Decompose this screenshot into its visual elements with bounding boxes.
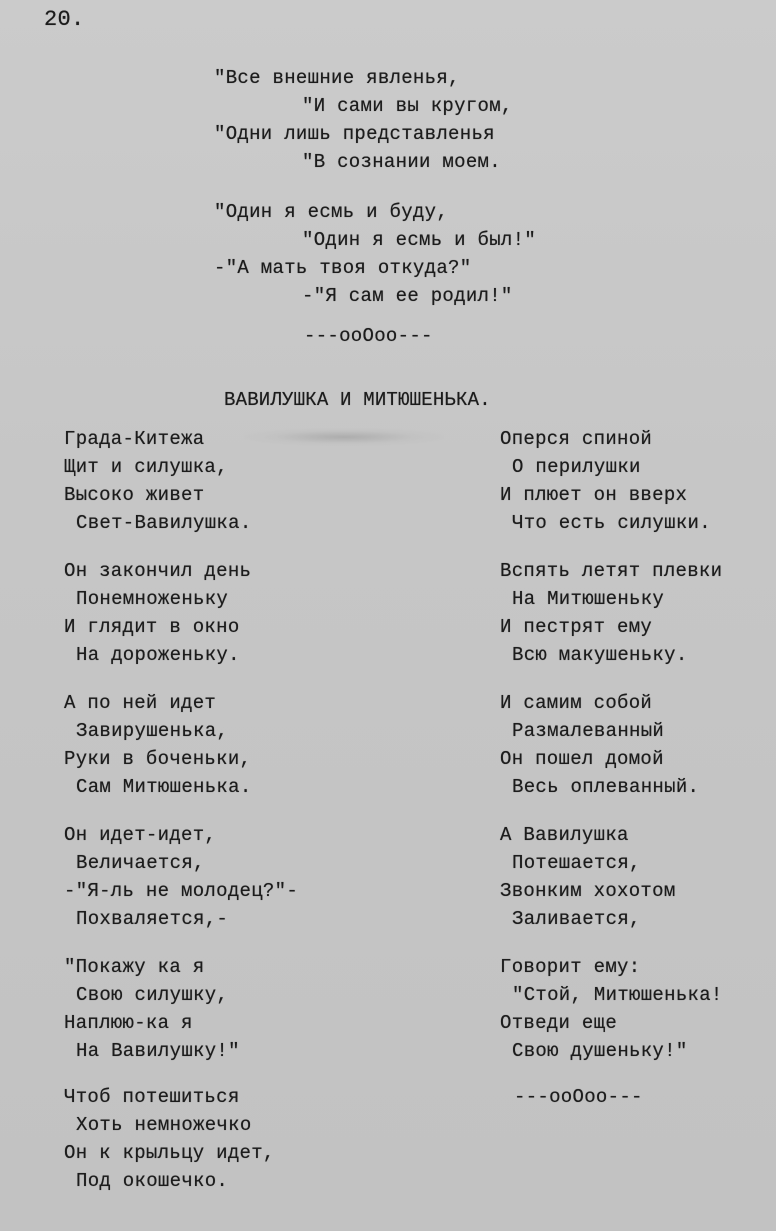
verse-line: Он идет-идет,: [64, 824, 217, 846]
verse-line: На дороженьку.: [76, 644, 240, 666]
poem1-line: -"А мать твоя откуда?": [214, 257, 472, 279]
verse-line: Он закончил день: [64, 560, 252, 582]
verse-line: Свою душеньку!": [512, 1040, 688, 1062]
section-separator: ---ооОоо---: [514, 1086, 643, 1108]
poem1-line: "Один я есмь и был!": [302, 229, 537, 251]
verse-line: И глядит в окно: [64, 616, 240, 638]
poem1-line: "В сознании моем.: [302, 151, 501, 173]
verse-line: И пестрят ему: [500, 616, 653, 638]
poem-title: ВАВИЛУШКА И МИТЮШЕНЬКА.: [224, 389, 491, 411]
verse-line: Звонким хохотом: [500, 880, 676, 902]
verse-line: О перилушки: [512, 456, 641, 478]
verse-line: Говорит ему:: [500, 956, 641, 978]
page-number: 20.: [44, 7, 85, 32]
ink-smudge: [244, 428, 444, 446]
verse-line: Размалеванный: [512, 720, 665, 742]
verse-line: Наплюю-ка я: [64, 1012, 193, 1034]
verse-line: На Митюшеньку: [512, 588, 665, 610]
verse-line: Свет-Вавилушка.: [76, 512, 252, 534]
verse-line: Града-Китежа: [64, 428, 205, 450]
verse-line: А по ней идет: [64, 692, 217, 714]
verse-line: Сам Митюшенька.: [76, 776, 252, 798]
verse-line: Он пошел домой: [500, 748, 664, 770]
verse-line: Потешается,: [512, 852, 641, 874]
verse-line: Свою силушку,: [76, 984, 229, 1006]
verse-line: Отведи еще: [500, 1012, 618, 1034]
verse-line: Оперся спиной: [500, 428, 653, 450]
verse-line: Заливается,: [512, 908, 641, 930]
verse-line: Похваляется,-: [76, 908, 229, 930]
verse-line: Под окошечко.: [76, 1170, 229, 1192]
verse-line: Весь оплеванный.: [512, 776, 700, 798]
verse-line: Он к крыльцу идет,: [64, 1142, 275, 1164]
poem1-line: "Одни лишь представленья: [214, 123, 495, 145]
verse-line: На Вавилушку!": [76, 1040, 240, 1062]
verse-line: Понемноженьку: [76, 588, 229, 610]
verse-line: "Покажу ка я: [64, 956, 205, 978]
verse-line: Вспять летят плевки: [500, 560, 723, 582]
verse-line: И самим собой: [500, 692, 653, 714]
verse-line: А Вавилушка: [500, 824, 629, 846]
poem1-line: "Один я есмь и буду,: [214, 201, 449, 223]
verse-line: Хоть немножечко: [76, 1114, 252, 1136]
verse-line: Что есть силушки.: [512, 512, 711, 534]
verse-line: -"Я-ль не молодец?"-: [64, 880, 299, 902]
verse-line: Высоко живет: [64, 484, 205, 506]
section-separator: ---ооОоо---: [304, 325, 433, 347]
verse-line: И плюет он вверх: [500, 484, 688, 506]
poem1-line: "Все внешние явленья,: [214, 67, 460, 89]
poem1-line: -"Я сам ее родил!": [302, 285, 513, 307]
verse-line: Чтоб потешиться: [64, 1086, 240, 1108]
verse-line: Щит и силушка,: [64, 456, 228, 478]
verse-line: Величается,: [76, 852, 205, 874]
verse-line: Всю макушеньку.: [512, 644, 688, 666]
verse-line: Завирушенька,: [76, 720, 229, 742]
verse-line: Руки в боченьки,: [64, 748, 252, 770]
poem1-line: "И сами вы кругом,: [302, 95, 513, 117]
verse-line: "Стой, Митюшенька!: [512, 984, 723, 1006]
